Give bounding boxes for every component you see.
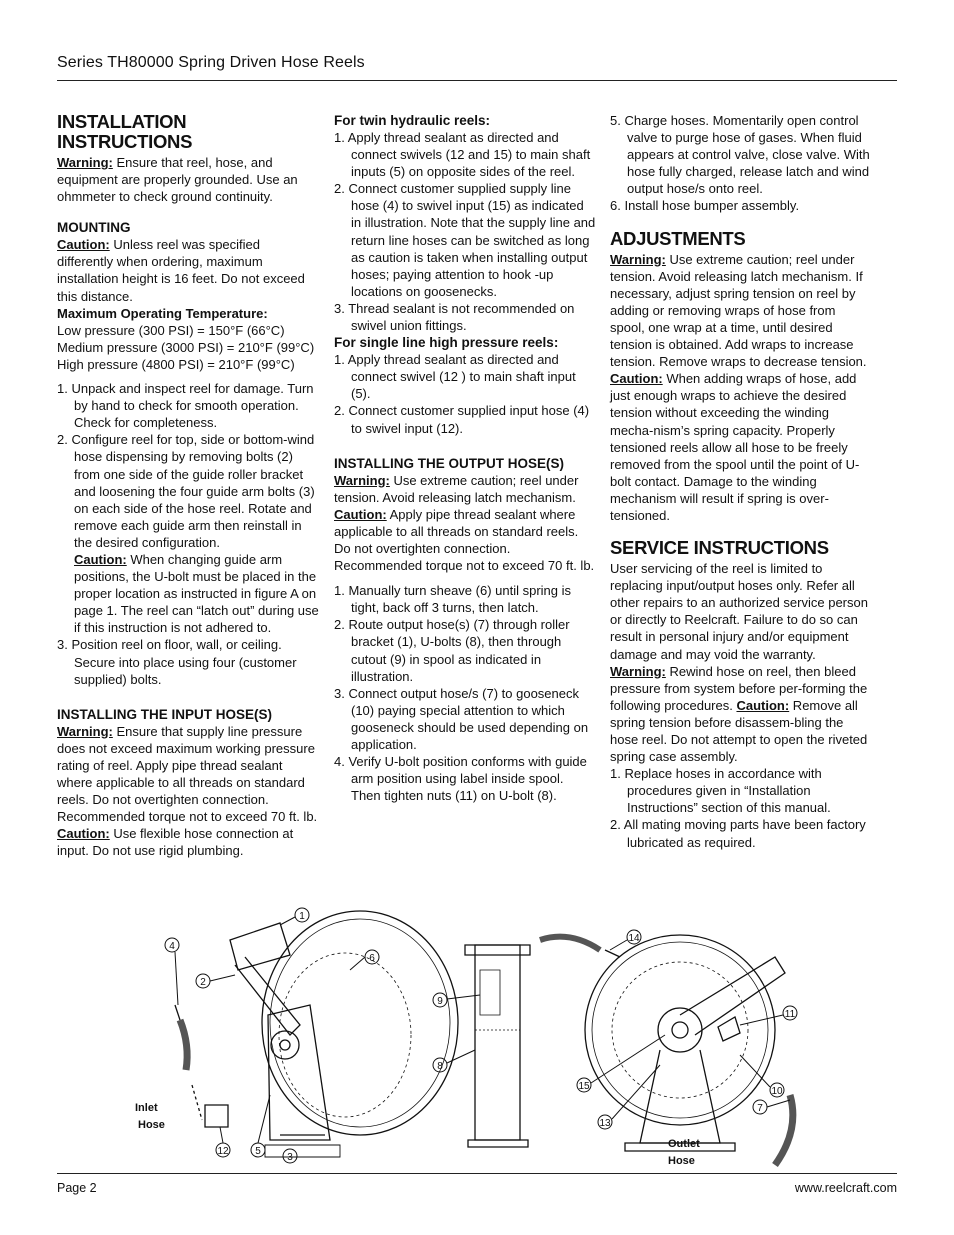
callout-4: 4: [169, 941, 175, 952]
callout-14: 14: [628, 933, 640, 944]
adjustments-heading: ADJUSTMENTS: [610, 227, 746, 249]
installation-heading: INSTALLATION INSTRUCTIONS: [57, 111, 193, 152]
adjust-caution: Caution: When adding wraps of hose, add just enough wraps to achieve the desired tension without exceeding the winding mecha-nism’s spring capacity. Properly tensioned reels allow all hose to be freely removed from the spool until the point of U-bolt contact. Damage to the winding mechanism will result if spring is over-tensioned.: [610, 371, 860, 523]
callout-13: 13: [599, 1118, 611, 1129]
callout-9: 9: [437, 996, 443, 1007]
input-hose-heading: INSTALLING THE INPUT HOSE(S): [57, 706, 272, 722]
hose-reel-illustration: [120, 895, 820, 1175]
output-steps-part1: [334, 582, 596, 804]
temp-medium: Medium pressure (3000 PSI) = 210°F (99°C): [57, 339, 315, 355]
output-step: 4. Verify U-bolt position conforms with guide arm position using label inside spool. Then tighten nuts (11) on U-bolt (8).: [334, 754, 587, 804]
column-2: [334, 112, 596, 804]
twin-step: 3. Thread sealant is not recommended on swivel union fittings.: [334, 300, 575, 334]
single-step: 2. Connect customer supplied input hose (4) to swivel input (12).: [334, 403, 590, 436]
temp-low: Low pressure (300 PSI) = 150°F (66°C): [57, 322, 285, 338]
service-steps: [610, 765, 872, 850]
callout-15: 15: [578, 1081, 590, 1092]
callout-1: 1: [299, 911, 305, 922]
footer-rule: [57, 1173, 897, 1174]
output-step: 5. Charge hoses. Momentarily open control valve to purge hose of gases. When fluid appears at control valve, close valve. With hose fully charged, release latch and wind output hose/s onto reel.: [610, 113, 870, 197]
service-step: 1. Replace hoses in accordance with procedures given in “Installation Instructions” section of this manual.: [610, 766, 831, 816]
input-hose-caution: Caution: Use flexible hose connection at input. Do not use rigid plumbing.: [57, 826, 294, 859]
mounting-caution: Caution: Unless reel was specified differently when ordering, maximum installation height is 16 feet. Do not exceed this distance.: [57, 237, 305, 304]
install-warning: Warning: Ensure that reel, hose, and equipment are properly grounded. Use an ohmmeter to check ground continuity.: [57, 155, 298, 205]
output-step: 1. Manually turn sheave (6) until spring is tight, back off 3 turns, then latch.: [334, 583, 572, 616]
page-header-title: Series TH80000 Spring Driven Hose Reels: [57, 54, 365, 71]
callout-5: 5: [255, 1146, 261, 1157]
output-hose-heading: INSTALLING THE OUTPUT HOSE(S): [334, 455, 564, 471]
right-reel-drawing: [540, 935, 793, 1165]
output-hose-warning: Warning: Use extreme caution; reel under tension. Avoid releasing latch mechanism. Caution: Apply pipe thread sealant where applicable to all threads on standard reels. Do not overtighten connection. Recommended torque not to exceed 70 ft. lb.: [334, 472, 595, 574]
service-text: User servicing of the reel is limited to replacing input/output hoses only. Refer all other repairs to an authorized service person or directly to Reelcraft. Failure to do so can result in personal injury and/or equipment damage and may void the warranty. Warning: Rewind hose on reel, then bleed pressure from system before per-forming the following procedures. Caution: Remove all spring tension before disassem-bling the hose reel. Do not attempt to open the riveted spring case assembly.: [610, 561, 868, 765]
twin-reels-heading: For twin hydraulic reels:: [334, 113, 491, 128]
input-hose-warning: Warning: Ensure that supply line pressure does not exceed maximum working pressure rating of reel. Apply pipe thread sealant where applicable to all threads on standard reels. Do not overtighten connection. Recommended torque not to exceed 70 ft. lb.: [57, 723, 318, 825]
inlet-label-1: Inlet: [135, 1102, 158, 1114]
temp-high: High pressure (4800 PSI) = 210°F (99°C): [57, 356, 295, 372]
output-step: 2. Route output hose(s) (7) through roller bracket (1), U-bolts (8), then through cutout (9) in spool as indicated in illustration.: [334, 617, 570, 684]
callout-numbers: [165, 908, 797, 1163]
header-rule: [57, 80, 897, 81]
service-heading: SERVICE INSTRUCTIONS: [610, 537, 829, 559]
mounting-step: 3. Position reel on floor, wall, or ceiling. Secure into place using four (customer supplied) bolts.: [57, 637, 297, 687]
outlet-label-1: Outlet: [668, 1138, 700, 1150]
output-step: 6. Install hose bumper assembly.: [610, 198, 800, 214]
page-number: Page 2: [57, 1181, 97, 1195]
middle-reel-drawing: [465, 945, 530, 1147]
column-3: [610, 112, 872, 851]
single-step: 1. Apply thread sealant as directed and connect swivel (12 ) to main shaft input (5).: [334, 352, 576, 402]
callout-8: 8: [437, 1061, 443, 1072]
callout-2: 2: [200, 977, 206, 988]
mounting-step: 2. Configure reel for top, side or bottom-wind hose dispensing by removing bolts (2) from one side of the guide roller bracket and loosening the four guide arm bolts (3) on each side of the hose reel. Rotate and remove each guide arm then reinstall in the desired configuration. Caution: When changing guide arm positions, the U-bolt must be placed in the proper location as instructed in figure A on page 1. The reel can “latch out” during use if this instruction is not adhered to.: [57, 432, 319, 636]
twin-step: 1. Apply thread sealant as directed and connect swivels (12 and 15) to main shaft inputs (5) on opposite sides of the reel.: [334, 130, 591, 180]
mounting-steps: [57, 380, 319, 688]
mounting-heading: MOUNTING: [57, 220, 131, 236]
temp-heading: Maximum Operating Temperature:: [57, 305, 268, 321]
adjust-warning: Warning: Use extreme caution; reel under tension. Avoid releasing latch mechanism. If necessary, adjust spring tension on reel by adding or removing wraps of hose from spool, one wrap at a time, until desired tension is obtained. Add wraps to increase tension. Remove wraps to decrease tension.: [610, 251, 867, 370]
callout-6: 6: [369, 953, 375, 964]
column-1: [57, 112, 319, 859]
callout-12: 12: [217, 1146, 229, 1157]
output-steps-part2: [610, 112, 872, 215]
left-reel-drawing: [175, 911, 458, 1157]
mounting-step: 1. Unpack and inspect reel for damage. Turn by hand to check for smooth operation. Check for completeness.: [57, 381, 314, 431]
inlet-label-2: Hose: [138, 1119, 165, 1131]
callout-10: 10: [771, 1086, 783, 1097]
callout-7: 7: [757, 1103, 763, 1114]
twin-step: 2. Connect customer supplied supply line hose (4) to swivel input (15) as indicated in illustration. Note that the supply line and return line hoses can be switched as long as caution is taken when installing output hoses; paying attention to hook -up locations on goosenecks.: [334, 181, 596, 299]
website-url: www.reelcraft.com: [794, 1181, 897, 1195]
service-step: 2. All mating moving parts have been factory lubricated as required.: [610, 817, 866, 850]
callout-3: 3: [287, 1152, 293, 1163]
output-step: 3. Connect output hose/s (7) to gooseneck (10) paying special attention to which gooseneck should be used depending on application.: [334, 685, 589, 752]
outlet-label-2: Hose: [668, 1155, 695, 1167]
single-steps: [334, 351, 596, 436]
twin-steps: [334, 129, 596, 334]
single-reels-heading: For single line high pressure reels:: [334, 335, 559, 351]
callout-11: 11: [784, 1009, 796, 1020]
